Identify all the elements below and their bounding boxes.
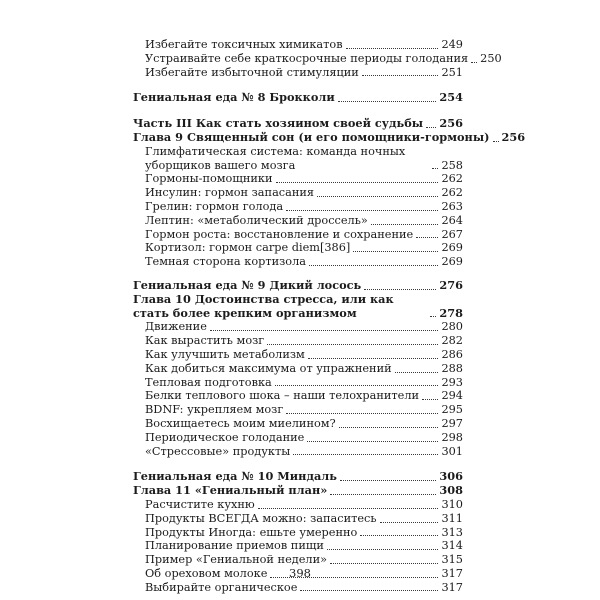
toc-entry — [133, 51, 502, 66]
toc-entry-page: 256 — [439, 116, 463, 131]
toc-entry — [133, 431, 463, 445]
toc-entry — [133, 403, 463, 417]
toc-entry-title: Избегайте избыточной стимуляции — [145, 65, 359, 79]
dot-leader — [327, 549, 439, 550]
dot-leader — [309, 265, 438, 266]
toc-entry — [133, 553, 463, 567]
page-number: 398 — [289, 566, 311, 580]
toc-entry-title: Гормоны-помощники — [145, 172, 273, 186]
dot-leader — [276, 182, 439, 183]
toc-entry-page: 269 — [441, 241, 463, 255]
toc-entry-page: 264 — [441, 213, 463, 227]
dot-leader — [275, 385, 439, 386]
dot-leader — [330, 563, 438, 564]
toc-entry-page: 267 — [441, 227, 463, 241]
dot-leader — [362, 75, 439, 76]
dot-leader — [307, 441, 438, 442]
dot-leader — [267, 344, 438, 345]
toc-entry-page: 278 — [439, 305, 463, 320]
toc-entry — [133, 320, 463, 334]
toc-entry-page: 256 — [501, 129, 526, 144]
dot-leader — [339, 427, 439, 428]
dot-leader — [293, 454, 438, 455]
dot-leader — [340, 480, 436, 481]
toc-entry-page: 301 — [441, 444, 463, 458]
toc-entry — [133, 389, 463, 403]
toc-entry-page: 297 — [441, 416, 463, 430]
dot-leader — [330, 494, 436, 495]
dot-leader — [210, 330, 439, 331]
toc-entry — [133, 362, 463, 376]
toc-entry — [133, 526, 463, 540]
dot-leader — [432, 168, 438, 169]
dot-leader — [426, 127, 436, 128]
toc-entry-title: Часть III Как стать хозяином своей судьбы — [133, 116, 424, 131]
toc-entry — [133, 66, 463, 80]
toc-entry-title: Гениальная еда № 10 Миндаль — [133, 469, 337, 484]
toc-entry — [133, 498, 463, 512]
toc-entry-page: 276 — [439, 277, 463, 292]
toc-entry-page: 294 — [441, 389, 463, 403]
toc-entry — [133, 348, 463, 362]
toc-entry-page: 286 — [441, 347, 463, 361]
toc-entry-page: 250 — [480, 51, 502, 65]
toc-entry-title: Кортизол: гормон carpe diem[386] — [145, 241, 351, 255]
toc-entry-title: Как добиться максимума от упражнений — [145, 361, 392, 375]
toc-entry-page: 317 — [441, 580, 463, 594]
dot-leader — [258, 508, 439, 509]
toc-entry-title: Лептин: «метаболический дроссель» — [145, 213, 368, 227]
toc-entry-title: Периодическое голодание — [145, 430, 305, 444]
dot-leader — [308, 358, 439, 359]
toc-entry — [133, 334, 463, 348]
toc-entry — [133, 214, 463, 228]
toc-entry — [133, 145, 463, 173]
dot-leader — [286, 413, 438, 414]
dot-leader — [300, 590, 438, 591]
toc-entry-title: BDNF: укрепляем мозг — [145, 403, 284, 417]
toc-entry-page: 269 — [441, 255, 463, 269]
toc-entry-page: 308 — [439, 483, 463, 498]
toc-entry-title: Как вырастить мозг — [145, 334, 265, 348]
toc-entry-title: Гормон роста: восстановление и сохранение — [145, 227, 414, 241]
toc-entry-title: «Стрессовые» продукты — [145, 444, 291, 458]
toc-entry-title: Планирование приемов пищи — [145, 539, 324, 553]
toc-entry-title: Инсулин: гормон запасания — [145, 186, 315, 200]
toc-entry — [133, 38, 463, 52]
toc-entry-page: 315 — [441, 553, 463, 567]
dot-leader — [286, 210, 438, 211]
toc-entry-title: Продукты Иногда: ешьте умеренно — [145, 525, 358, 539]
toc-entry-page: 263 — [441, 199, 463, 213]
toc-entry-title: Движение — [145, 320, 207, 334]
toc-entry-page: 280 — [441, 320, 463, 334]
toc-entry — [133, 376, 463, 390]
toc-entry-page: 298 — [441, 430, 463, 444]
toc-entry — [133, 255, 463, 269]
toc-entry-title: Глава 9 Священный сон (и его помощники-гормоны) — [133, 129, 490, 144]
toc-entry — [133, 484, 463, 498]
dot-leader — [338, 101, 437, 102]
toc-entry-page: 282 — [441, 334, 463, 348]
toc-entry-page: 251 — [441, 65, 463, 79]
toc-entry-page: 295 — [441, 403, 463, 417]
toc-entry-page: 262 — [441, 186, 463, 200]
toc-entry — [133, 117, 463, 131]
toc-entry-page: 314 — [441, 539, 463, 553]
toc-entry — [133, 200, 463, 214]
toc-entry — [133, 228, 463, 242]
dot-leader — [346, 48, 439, 49]
toc-entry-page: 313 — [441, 525, 463, 539]
toc-entry-title: Устраивайте себе краткосрочные периоды голодания — [145, 51, 469, 65]
toc-entry-title: Продукты ВСЕГДА можно: запаситесь — [145, 511, 377, 525]
dot-leader — [360, 535, 438, 536]
dot-leader — [493, 141, 499, 142]
toc-entry — [133, 172, 463, 186]
dot-leader — [317, 196, 438, 197]
toc-entry — [133, 445, 463, 459]
toc-entry-page: 311 — [441, 511, 463, 525]
toc-entry-title: Избегайте токсичных химикатов — [145, 38, 343, 51]
toc-entry-page: 293 — [441, 375, 463, 389]
toc-entry — [133, 279, 463, 293]
toc-entry-title: Темная сторона кортизола — [145, 255, 307, 269]
toc-entry-title: Расчистите кухню — [145, 497, 255, 511]
dot-leader — [353, 251, 438, 252]
toc-entry-title: Восхищаетесь моим миелином? — [145, 416, 336, 430]
toc-entry-page: 258 — [441, 158, 463, 172]
toc-entry-title: Как улучшить метаболизм — [145, 347, 305, 361]
toc-entry-title: Глава 11 «Гениальный план» — [133, 483, 328, 498]
toc-entry-title: Гениальная еда № 8 Брокколи — [133, 90, 335, 105]
toc-entry-title: Белки теплового шока – наши телохранители — [145, 389, 420, 403]
toc-entry-title: Грелин: гормон голода — [145, 199, 284, 213]
toc-entry-title: Об ореховом молоке — [145, 566, 268, 580]
toc-entry — [133, 581, 463, 595]
toc-entry-page: 262 — [441, 172, 463, 186]
toc-entry-title: Глава 10 Достоинства стресса, или как стать более крепким организмом — [133, 291, 394, 320]
toc-entry — [133, 186, 463, 200]
dot-leader — [471, 62, 477, 63]
table-of-contents — [133, 38, 526, 594]
toc-entry — [133, 470, 463, 484]
toc-entry — [133, 417, 463, 431]
toc-entry-page: 288 — [441, 361, 463, 375]
toc-entry-title: Гениальная еда № 9 Дикий лосось — [133, 277, 362, 292]
toc-entry-page: 317 — [441, 566, 463, 580]
toc-entry-page: 254 — [439, 90, 463, 105]
toc-entry-title: Выбирайте органическое — [145, 580, 298, 594]
toc-entry — [133, 293, 463, 321]
dot-leader — [364, 289, 436, 290]
toc-entry-page: 249 — [441, 38, 463, 51]
toc-entry — [133, 91, 463, 105]
toc-entry — [133, 539, 463, 553]
toc-entry-title: Пример «Гениальной недели» — [145, 553, 328, 567]
toc-entry-page: 310 — [441, 497, 463, 511]
dot-leader — [422, 399, 438, 400]
dot-leader — [380, 522, 439, 523]
toc-entry-title: Глимфатическая система: команда ночных уборщиков вашего мозга — [145, 144, 406, 172]
toc-entry — [133, 241, 463, 255]
dot-leader — [395, 372, 439, 373]
toc-entry — [133, 512, 463, 526]
toc-entry-page: 306 — [439, 469, 463, 484]
toc-entry-title: Тепловая подготовка — [145, 375, 272, 389]
dot-leader — [416, 237, 438, 238]
dot-leader — [371, 224, 439, 225]
toc-entry — [133, 129, 526, 145]
dot-leader — [430, 316, 436, 317]
